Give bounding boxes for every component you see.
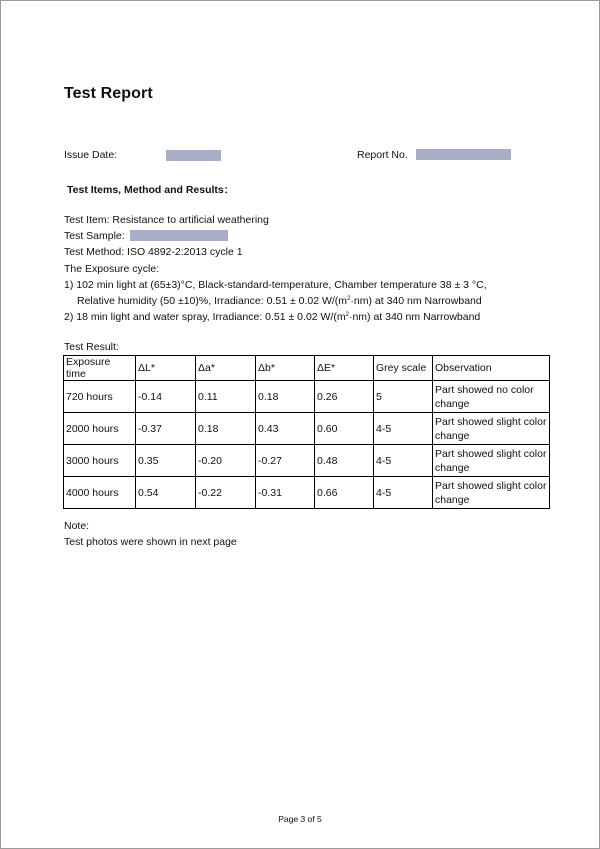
header-grey-scale: Grey scale — [374, 356, 433, 381]
exposure-cycle-label: The Exposure cycle: — [64, 262, 160, 275]
test-sample-label: Test Sample: — [64, 230, 125, 243]
cycle-2-text: 2) 18 min light and water spray, Irradiance: 0.51 ± 0.02 W/(m — [64, 311, 346, 324]
cell-grey-scale: 4-5 — [374, 477, 433, 509]
cell-delta-l: -0.14 — [136, 381, 196, 413]
note-block — [64, 518, 237, 550]
cell-delta-e: 0.60 — [315, 413, 374, 445]
section-heading: Test Items, Method and Results： — [67, 184, 235, 196]
cell-delta-b: 0.18 — [256, 381, 315, 413]
report-title: Test Report — [64, 85, 153, 102]
cell-delta-a: 0.11 — [196, 381, 256, 413]
cell-observation: Part showed slight color change — [433, 477, 550, 509]
report-no-redaction — [416, 149, 511, 160]
cycle-1-superscript: 2 — [347, 296, 351, 303]
cell-exposure-time: 3000 hours — [64, 445, 136, 477]
cycle-2-line — [64, 309, 487, 325]
cell-grey-scale: 5 — [374, 381, 433, 413]
test-item: Test Item: Resistance to artificial weathering — [64, 214, 269, 226]
table-row — [64, 381, 550, 413]
test-details — [64, 212, 487, 325]
test-sample-line — [64, 228, 487, 244]
cell-delta-a: -0.20 — [196, 445, 256, 477]
cell-observation: Part showed slight color change — [433, 445, 550, 477]
table-row — [64, 477, 550, 509]
cycle-2-text-end: ·nm) at 340 nm Narrowband — [348, 311, 481, 324]
page-number: Page 3 of 5 — [278, 814, 322, 824]
cell-exposure-time: 4000 hours — [64, 477, 136, 509]
test-sample-redaction — [130, 230, 228, 241]
cell-delta-l: 0.35 — [136, 445, 196, 477]
header-delta-b: Δb* — [256, 356, 315, 381]
cycle-1-line-2-text-end: ·nm) at 340 nm Narrowband — [350, 295, 482, 308]
cell-observation: Part showed slight color change — [433, 413, 550, 445]
cell-delta-e: 0.66 — [315, 477, 374, 509]
issue-date-redaction — [166, 150, 221, 161]
test-method: Test Method: ISO 4892-2:2013 cycle 1 — [64, 246, 243, 259]
cell-delta-l: 0.54 — [136, 477, 196, 509]
cycle-1-line-2-text: Relative humidity (50 ±10)%, Irradiance: 0.51 ± 0.02 W/(m — [77, 295, 348, 308]
table-row — [64, 413, 550, 445]
report-no-label: Report No. — [357, 149, 408, 161]
cell-delta-b: -0.27 — [256, 445, 315, 477]
header-exposure-time: Exposure time — [64, 356, 136, 381]
cycle-1-line-1: 1) 102 min light at (65±3)°C, Black-standard-temperature, Chamber temperature 38 ± 3 °C, — [64, 278, 487, 291]
test-result-label: Test Result: — [64, 341, 119, 353]
cell-delta-a: 0.18 — [196, 413, 256, 445]
cycle-1-line-2 — [64, 293, 487, 309]
cell-exposure-time: 2000 hours — [64, 413, 136, 445]
table-header-row — [64, 356, 550, 381]
cell-delta-e: 0.48 — [315, 445, 374, 477]
cell-delta-b: -0.31 — [256, 477, 315, 509]
header-observation: Observation — [433, 356, 550, 381]
table-row — [64, 445, 550, 477]
note-text: Test photos were shown in next page — [64, 536, 237, 548]
cycle-2-superscript: 2 — [345, 312, 349, 319]
cell-grey-scale: 4-5 — [374, 445, 433, 477]
cell-grey-scale: 4-5 — [374, 413, 433, 445]
header-delta-l: ΔL* — [136, 356, 196, 381]
cell-delta-a: -0.22 — [196, 477, 256, 509]
cell-delta-e: 0.26 — [315, 381, 374, 413]
results-table — [63, 355, 550, 509]
cell-delta-l: -0.37 — [136, 413, 196, 445]
cell-exposure-time: 720 hours — [64, 381, 136, 413]
issue-date-label: Issue Date: — [64, 149, 118, 161]
note-label: Note: — [64, 520, 90, 532]
header-delta-a: Δa* — [196, 356, 256, 381]
header-delta-e: ΔE* — [315, 356, 374, 381]
cell-delta-b: 0.43 — [256, 413, 315, 445]
cell-observation: Part showed no color change — [433, 381, 550, 413]
